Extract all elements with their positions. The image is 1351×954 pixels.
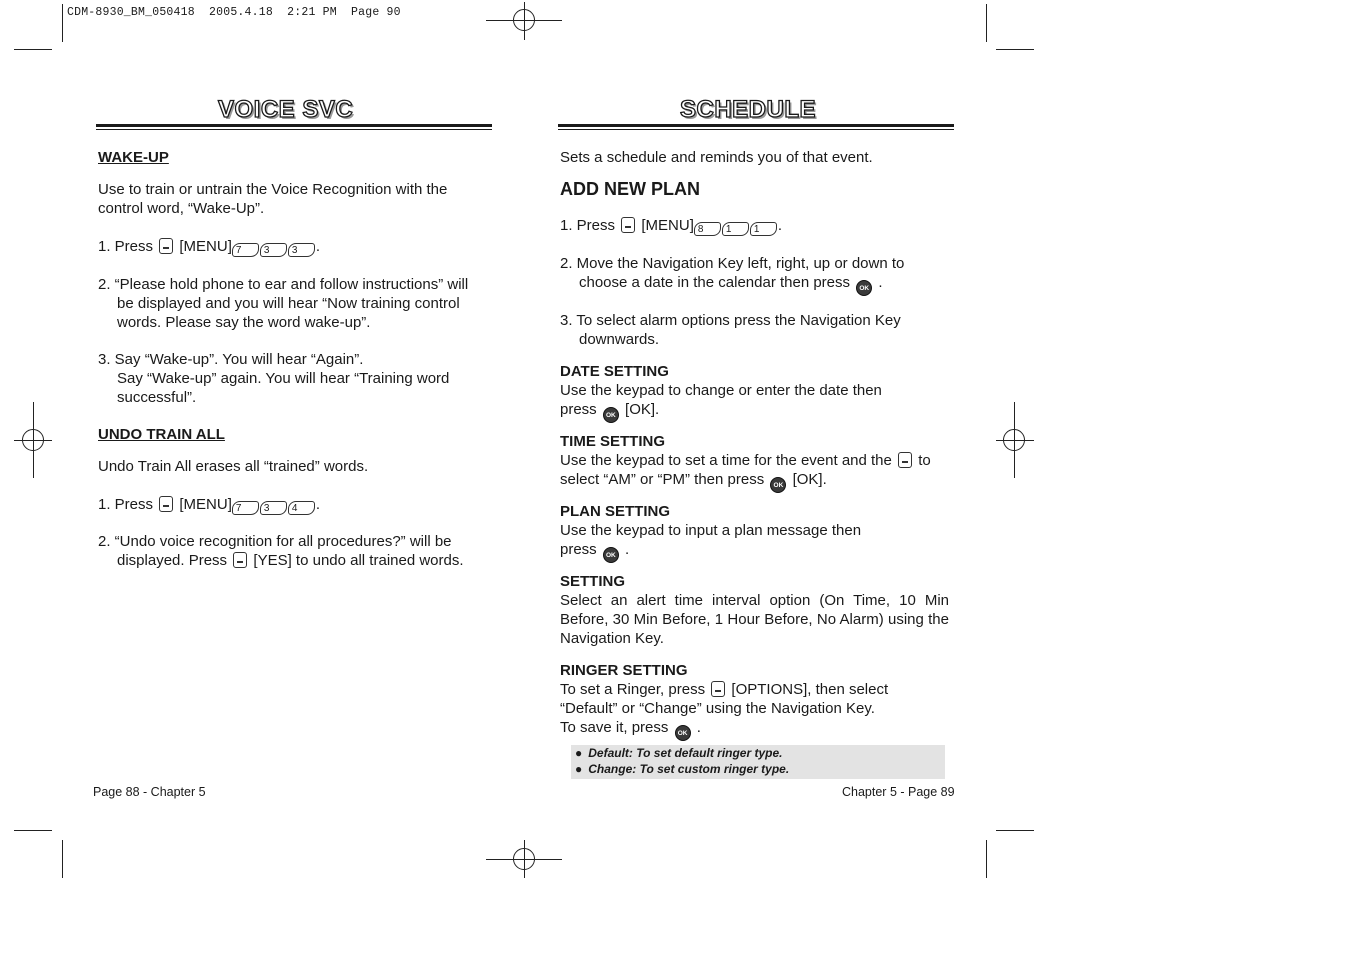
key-3-icon: 3 bbox=[260, 501, 287, 515]
title-rule bbox=[96, 124, 492, 127]
note-item: ● Default: To set default ringer type. bbox=[575, 746, 783, 760]
crop-mark bbox=[14, 830, 52, 831]
print-header: CDM-8930_BM_050418 2005.4.18 2:21 PM Page 90 bbox=[67, 6, 401, 19]
ringer-setting: RINGER SETTING To set a Ringer, press [OPTIONS], then select “Default” or “Change” using the Navigation Key. To save it, press OK . bbox=[560, 661, 955, 741]
soft-key-icon bbox=[159, 238, 173, 254]
add-new-plan-heading: ADD NEW PLAN bbox=[560, 179, 700, 199]
date-setting: DATE SETTING Use the keypad to change or enter the date then press OK [OK]. bbox=[560, 362, 955, 423]
page-title-schedule: SCHEDULE bbox=[680, 96, 817, 123]
footer-right: Chapter 5 - Page 89 bbox=[842, 785, 955, 799]
crop-mark bbox=[62, 840, 63, 878]
section-heading-undo-train-all: UNDO TRAIN ALL bbox=[98, 426, 225, 443]
soft-key-icon bbox=[159, 496, 173, 512]
ringer-setting-heading: RINGER SETTING bbox=[560, 662, 688, 679]
crop-mark bbox=[996, 49, 1034, 50]
bullet-icon: ● bbox=[575, 746, 583, 760]
ok-key-icon: OK bbox=[856, 280, 872, 296]
crop-mark bbox=[62, 4, 63, 42]
wakeup-step-2: 2. “Please hold phone to ear and follow instructions” will be displayed and you will hear “Now training control words. Please say the word wake-up”. bbox=[98, 276, 469, 331]
ok-key-icon: OK bbox=[603, 547, 619, 563]
bullet-icon: ● bbox=[575, 762, 583, 776]
setting-body: Select an alert time interval option (On Time, 10 Min Before, 30 Min Before, 1 Hour Before, No Alarm) using the Navigation Key. bbox=[560, 592, 949, 647]
undo-step-1: 1. Press [MENU] 7 3 4 . bbox=[98, 496, 321, 514]
plan-setting-heading: PLAN SETTING bbox=[560, 503, 671, 520]
crop-mark bbox=[14, 49, 52, 50]
footer-left: Page 88 - Chapter 5 bbox=[93, 785, 206, 799]
crop-mark bbox=[986, 4, 987, 42]
key-3-icon: 3 bbox=[260, 243, 287, 257]
setting bbox=[560, 572, 949, 648]
wakeup-intro: Use to train or untrain the Voice Recognition with the control word, “Wake-Up”. bbox=[98, 181, 448, 217]
title-rule bbox=[558, 124, 954, 127]
key-1-icon: 1 bbox=[722, 222, 749, 236]
section-heading-wakeup: WAKE-UP bbox=[98, 149, 169, 166]
key-4-icon: 4 bbox=[288, 501, 315, 515]
ok-key-icon: OK bbox=[675, 725, 691, 741]
undo-intro: Undo Train All erases all “trained” words. bbox=[98, 458, 369, 475]
page-title-voice-svc: VOICE SVC bbox=[218, 96, 354, 123]
soft-key-icon bbox=[233, 552, 247, 568]
plan-step-1: 1. Press [MENU] 8 1 1 . bbox=[560, 217, 783, 235]
plan-step-2: 2. Move the Navigation Key left, right, up or down to choose a date in the calendar then press OK . bbox=[560, 254, 955, 296]
undo-step-2: 2. “Undo voice recognition for all procedures?” will be displayed. Press [YES] to undo all trained words. bbox=[98, 533, 464, 569]
key-1-icon: 1 bbox=[750, 222, 777, 236]
soft-key-icon bbox=[621, 217, 635, 233]
ringer-notes-box bbox=[571, 745, 945, 779]
wakeup-step-3: 3. Say “Wake-up”. You will hear “Again”. Say “Wake-up” again. You will hear “Training word successful”. bbox=[98, 351, 450, 406]
time-setting-heading: TIME SETTING bbox=[560, 433, 665, 450]
crop-mark bbox=[996, 830, 1034, 831]
crop-mark bbox=[986, 840, 987, 878]
soft-key-icon bbox=[898, 452, 912, 468]
plan-step-3: 3. To select alarm options press the Navigation Key downwards. bbox=[560, 312, 901, 348]
plan-setting: PLAN SETTING Use the keypad to input a plan message then press OK . bbox=[560, 502, 955, 563]
soft-key-icon bbox=[711, 681, 725, 697]
key-7-icon: 7 bbox=[232, 243, 259, 257]
date-setting-heading: DATE SETTING bbox=[560, 363, 669, 380]
key-3-icon: 3 bbox=[288, 243, 315, 257]
key-7-icon: 7 bbox=[232, 501, 259, 515]
title-rule bbox=[96, 129, 492, 130]
setting-heading: SETTING bbox=[560, 573, 626, 590]
ok-key-icon: OK bbox=[770, 477, 786, 493]
title-rule bbox=[558, 129, 954, 130]
wakeup-step-1: 1. Press [MENU] 7 3 3 . bbox=[98, 238, 321, 256]
schedule-intro: Sets a schedule and reminds you of that event. bbox=[560, 149, 873, 166]
ok-key-icon: OK bbox=[603, 407, 619, 423]
time-setting: TIME SETTING Use the keypad to set a time for the event and the to select “AM” or “PM” then press OK [OK]. bbox=[560, 432, 955, 493]
key-8-icon: 8 bbox=[694, 222, 721, 236]
note-item: ● Change: To set custom ringer type. bbox=[575, 762, 790, 776]
